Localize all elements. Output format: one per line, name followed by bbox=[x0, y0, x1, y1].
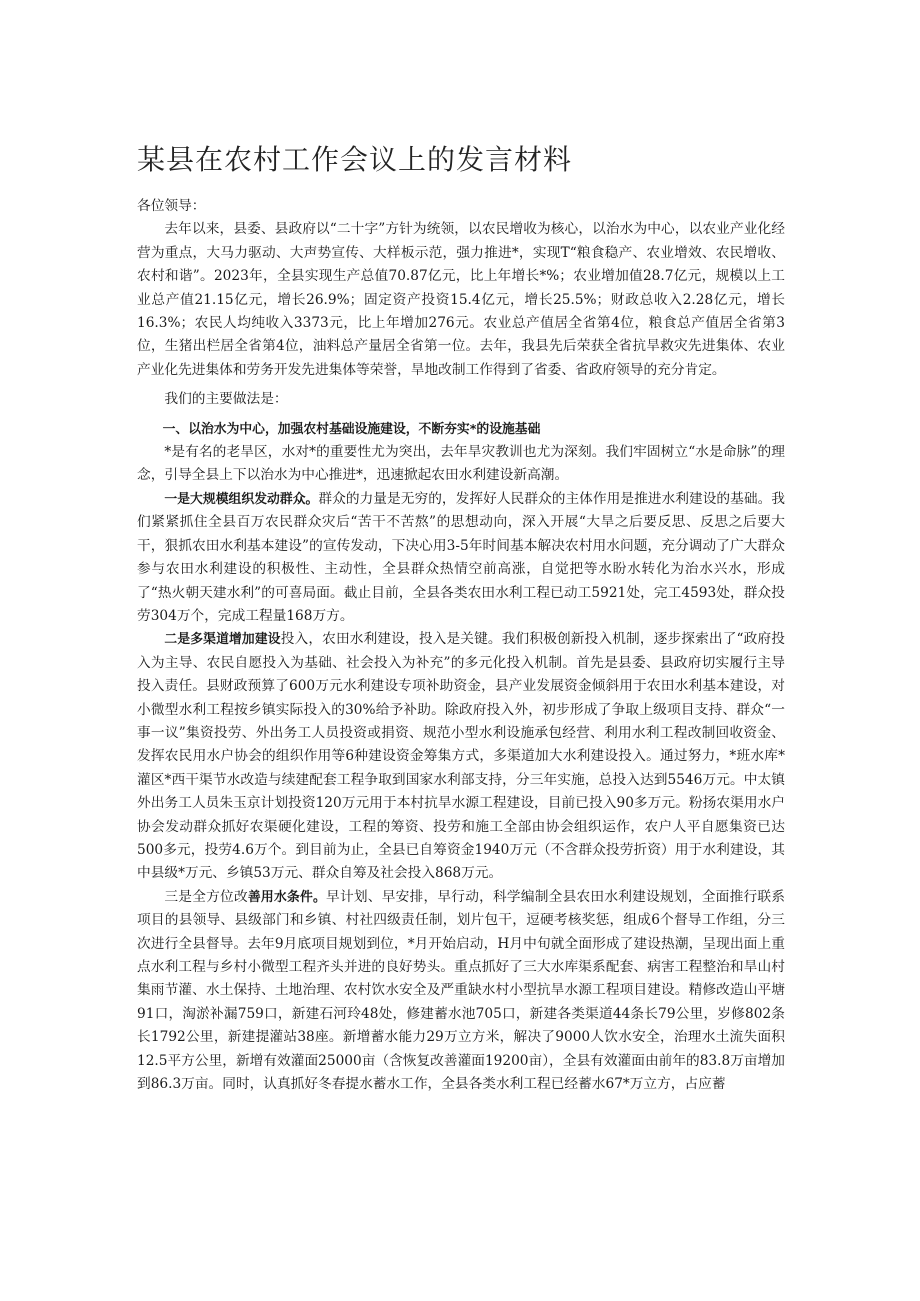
item-3-prefix: 三是全方位改 bbox=[164, 888, 248, 905]
item-1-lead: 一是大规模组织发动群众。 bbox=[164, 491, 319, 507]
document-body bbox=[137, 195, 785, 1096]
paragraph-item-1 bbox=[137, 488, 785, 628]
item-1-text: 群众的力量是无穷的，发挥好人民群众的主体作用是推进水利建设的基础。我们紧紧抓住全县百万农民群众灾后“苦干不苦熬”的思想动向，深入开展“大旱之后要反思、反思之后要大干，狠抓农田水利基本建设”的宣传发动，下决心用3-5年时间基本解决农村用水问题，充分调动了广大群众参与农田水利建设的积极性、主动性，全县群众热情空前高涨，自觉把等水盼水转化为治水兴水，形成了“热火朝天建水利”的可喜局面。截止目前，全县各类农田水利工程已动工5921处，完工4593处，群众投劳304万个，完成工程量168万方。 bbox=[137, 490, 785, 624]
item-3-lead: 善用水条件。 bbox=[247, 889, 327, 905]
salutation: 各位领导： bbox=[137, 198, 206, 214]
paragraph-intro: 去年以来，县委、县政府以“二十字”方针为统领，以农民增收为核心，以治水为中心，以农业产业化经营为重点，大马力驱动、大声势宣传、大样板示范，强力推进*，实现T“粮食稳产、农业增效、农民增收、农村和谐”。2023年，全县实现生产总值70.87亿元，比上年增长*%；农业增加值28.7亿元，规模以上工业总产值21.15亿元，增长26.9%；固定资产投资15.4亿元，增长25.5%；财政总收入2.28亿元，增长16.3%；农民人均纯收入3373元，比上年增加276元。农业总产值居全省第4位，粮食总产值居全省第3位，生猪出栏居全省第4位，油料总产量居全省第一位。去年，我县先后荣获全省抗旱救灾先进集体、农业产业化先进集体和劳务开发先进集体等荣誉，旱地改制工作得到了省委、省政府领导的充分肯定。 bbox=[137, 221, 785, 378]
item-2-text: 投入，农田水利建设，投入是关键。我们积极创新投入机制，逐步探索出了“政府投入为主导、农民自愿投入为基础、社会投入为补充”的多元化投入机制。首先是县委、县政府切实履行主导投入责任。县财政预算了600万元水利建设专项补助资金，县产业发展资金倾斜用于农田水利基本建设，对小微型水利工程按乡镇实际投入的30%给予补助。除政府投入外，初步形成了争取上级项目支持、群众“一事一议”集资投劳、外出务工人员投资或捐资、规范小型水利设施承包经营、利用水利工程改制回收资金、发挥农民用水户协会的组织作用等6种建设资金筹集方式，多渠道加大水利建设投入。通过努力，*班水库*灌区*西干渠节水改造与续建配套工程争取到国家水利部支持，分三年实施，总投入达到5546万元。中太镇外出务工人员朱玉京计划投资120万元用于本村抗旱水源工程建设，目前已投入90多万元。粉扬农渠用水户协会发动群众抓好农渠硬化建设，工程的筹资、投劳和施工全部由协会组织运作，农户人平自愿集资已达500多元，投劳4.6万个。到目前为止，全县已自筹资金1940万元（不含群众投劳折资）用于水利建设，其中县级*万元、乡镇53万元、群众自筹及社会投入868万元。 bbox=[137, 631, 785, 882]
paragraph-section-1-intro: *是有名的老旱区，水对*的重要性尤为突出，去年旱灾教训也尤为深刻。我们牢固树立“水是命脉”的理念，引导全县上下以治水为中心推进*，迅速掀起农田水利建设新高潮。 bbox=[137, 444, 785, 484]
document-title: 某县在农村工作会议上的发言材料 bbox=[137, 143, 573, 176]
paragraph-item-2 bbox=[137, 628, 785, 885]
section-heading-1: 一、以治水为中心，加强农村基础设施建设，不断夯实*的设施基础 bbox=[162, 421, 541, 437]
paragraph-methods-intro: 我们的主要做法是： bbox=[164, 391, 288, 408]
item-2-lead: 二是多渠道增加建设 bbox=[164, 632, 281, 648]
item-3-text: 早计划、早安排，早行动，科学编制全县农田水利建设规划，全面推行联系项目的县领导、县级部门和乡镇、村社四级责任制，划片包干，逗硬考核奖惩，组成6个督导工作组，分三次进行全县督导。去年9月底项目规划到位，*月开始启动，H月中旬就全面形成了建设热潮，呈现出面上重点水利工程与乡村小微型工程齐头并进的良好势头。重点抓好了三大水库渠系配套、病害工程整治和旱山村集雨节灌、水土保持、土地治理、农村饮水安全及严重缺水村小型抗旱水源工程项目建设。精修改造山平塘91口，淘淤补漏759口，新建石河玲48处，修建蓄水池705口，新建各类渠道44条长79公里，岁修802条长1792公里，新建提灌站38座。新增蓄水能力29万立方米，解决了9000人饮水安全，治理水土流失面积12.5平方公里，新增有效灌面25000亩（含恢复改善灌面19200亩），全县有效灌面由前年的83.8万亩增加到86.3万亩。同时，认真抓好冬春提水蓄水工作，全县各类水利工程已经蓄水67*万立方，占应蓄 bbox=[137, 888, 785, 1093]
paragraph-item-3 bbox=[137, 886, 785, 1097]
